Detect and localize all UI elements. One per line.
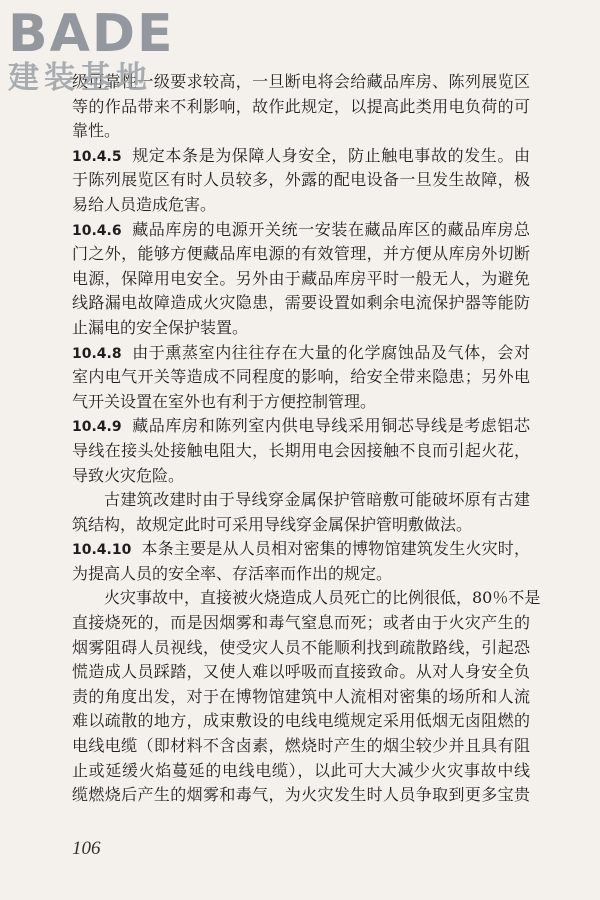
line-text: 等的作品带来不利影响，故作此规定，以提高此类用电负荷的可 [72,96,530,116]
line-text: 筑结构，故规定此时可采用导线穿金属保护管明敷做法。 [72,514,473,534]
text-line [72,316,530,341]
text-line [72,586,541,611]
line-text: 止或延缓火焰蔓延的电线电缆），以此可大大减少火灾事故中线 [72,760,530,780]
clause-number: 10.4.8 [72,345,122,362]
line-text: 直接烧死的，而是因烟雾和毒气窒息而死；或者由于火灾产生的 [72,613,530,633]
text-line [72,783,530,808]
line-text: 导致火灾危险。 [72,465,185,485]
text-line [72,513,530,538]
line-text: 缆燃烧后产生的烟雾和毒气，为火灾发生时人员争取到更多宝贵 [72,785,530,805]
text-line [72,709,530,734]
line-text: 藏品库房和陈列室内供电导线采用铜芯导线是考虑铝芯 [131,416,530,436]
watermark-brand: BADE [8,4,175,64]
text-line [72,537,530,562]
document-body [72,70,541,808]
line-text: 导线在接头处接触电阻大，长期用电会因接触不良而引起火花， [72,440,530,460]
line-text: 由于熏蒸室内往往存在大量的化学腐蚀品及气体，会对 [131,342,530,362]
line-text: 藏品库房的电源开关统一安装在藏品库区的藏品库房总 [131,219,530,239]
line-text: 室内电气开关等造成不同程度的影响，给安全带来隐患；另外电 [72,367,530,387]
line-text: 火灾事故中，直接被火烧造成人员死亡的比例很低，80％不是 [104,588,541,608]
watermark-subtitle: 建装基地 [8,60,152,96]
text-line [72,488,530,513]
text-line [72,144,530,169]
line-text: 靠性。 [72,121,121,141]
text-line [72,242,530,267]
watermark-logo [8,6,178,101]
text-line [72,611,530,636]
text-line [72,291,530,316]
line-text: 难以疏散的地方，成束敷设的电线电缆规定采用低烟无卤阻燃的 [72,711,530,731]
line-text: 线路漏电故障造成火灾隐患，需要设置如剩余电流保护器等能防 [72,293,530,313]
line-text: 电源，保障用电安全。另外由于藏品库房平时一般无人，为避免 [72,268,530,288]
line-text: 本条主要是从人员相对密集的博物馆建筑发生火灾时， [141,539,530,559]
text-line [72,168,530,193]
line-text: 责的角度出发，对于在博物馆建筑中人流相对密集的场所和人流 [72,686,530,706]
line-text: 止漏电的安全保护装置。 [72,317,249,337]
text-line [72,267,530,292]
line-text: 气开关设置在室外也有利于方便控制管理。 [72,391,377,411]
text-line [72,439,530,464]
text-line [72,119,530,144]
clause-number: 10.4.10 [72,542,132,559]
text-line [72,390,530,415]
text-line [72,562,530,587]
line-text: 于陈列展览区有时人员较多，外露的配电设备一旦发生故障，极 [72,170,530,190]
clause-number: 10.4.9 [72,419,122,436]
text-line [72,218,530,243]
text-line [72,365,530,390]
text-line [72,734,530,759]
text-line [72,636,530,661]
text-line [72,193,530,218]
text-line [72,759,530,784]
line-text: 规定本条是为保障人身安全，防止触电事故的发生。由 [131,145,530,165]
page-number: 106 [72,838,101,859]
line-text: 门之外，能够方便藏品库电源的有效管理，并方便从库房外切断 [72,244,530,264]
line-text: 易给人员造成危害。 [72,194,217,214]
line-text: 烟雾阻碍人员视线，使受灾人员不能顺利找到疏散路线，引起恐 [72,637,530,657]
text-line [72,414,530,439]
text-line [72,341,530,366]
clause-number: 10.4.6 [72,222,122,239]
line-text: 电线电缆（即材料不含卤素，燃烧时产生的烟尘较少并且具有阻 [72,736,530,756]
line-text: 慌造成人员踩踏，又使人难以呼吸而直接致命。从对人身安全负 [72,662,530,682]
line-text: 为提高人员的安全率、存活率而作出的规定。 [72,563,393,583]
text-line [72,660,530,685]
line-text: 古建筑改建时由于导线穿金属保护管暗敷可能破坏原有古建 [104,490,530,510]
text-line [72,685,530,710]
text-line [72,464,530,489]
clause-number: 10.4.5 [72,148,122,165]
line-text: 级可靠性一级要求较高，一旦断电将会给藏品库房、陈列展览区 [72,72,530,91]
